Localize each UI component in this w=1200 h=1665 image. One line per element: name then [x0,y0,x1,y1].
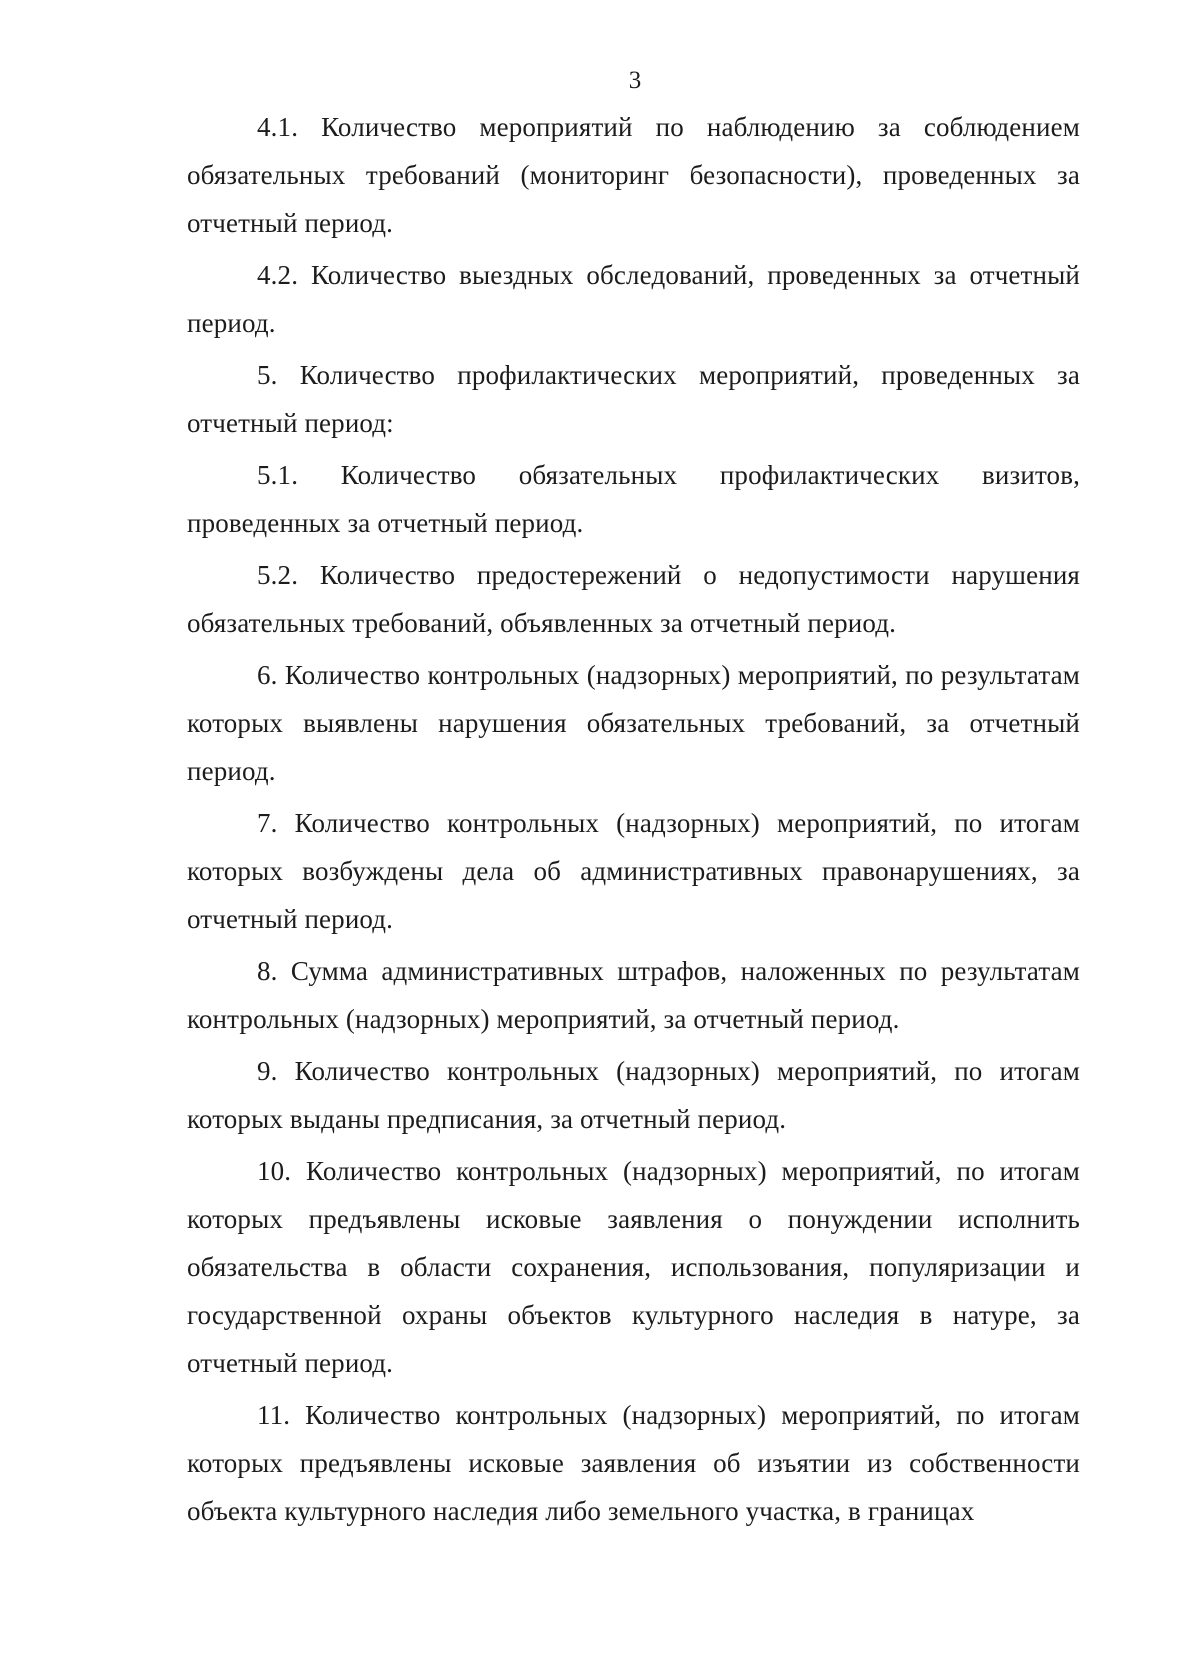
paragraph-8: 8. Сумма административных штрафов, наложенных по результатам контрольных (надзорных) мероприятий, за отчетный период. [187,956,1080,1034]
paragraph-4-2: 4.2. Количество выездных обследований, проведенных за отчетный период. [187,260,1080,338]
paragraph-5: 5. Количество профилактических мероприятий, проведенных за отчетный период: [187,360,1080,438]
paragraph-9: 9. Количество контрольных (надзорных) мероприятий, по итогам которых выданы предписания, за отчетный период. [187,1056,1080,1134]
paragraph-7: 7. Количество контрольных (надзорных) мероприятий, по итогам которых возбуждены дела об административных правонарушениях, за отчетный период. [187,808,1080,934]
paragraph-11: 11. Количество контрольных (надзорных) мероприятий, по итогам которых предъявлены исковые заявления об изъятии из собственности объекта культурного наследия либо земельного участка, в границах [187,1400,1080,1526]
document-body [187,103,1080,1539]
paragraph-4-1: 4.1. Количество мероприятий по наблюдению за соблюдением обязательных требований (мониторинг безопасности), проведенных за отчетный период. [187,112,1080,238]
page-number: 3 [628,67,642,94]
paragraph-5-1: 5.1. Количество обязательных профилактических визитов, проведенных за отчетный период. [187,460,1080,538]
paragraph-6: 6. Количество контрольных (надзорных) мероприятий, по результатам которых выявлены нарушения обязательных требований, за отчетный период. [187,660,1080,786]
paragraph-10: 10. Количество контрольных (надзорных) мероприятий, по итогам которых предъявлены исковые заявления о понуждении исполнить обязательства в области сохранения, использования, популяризации и государственной охраны объектов культурного наследия в натуре, за отчетный период. [187,1156,1080,1378]
paragraph-5-2: 5.2. Количество предостережений о недопустимости нарушения обязательных требований, объявленных за отчетный период. [187,560,1080,638]
